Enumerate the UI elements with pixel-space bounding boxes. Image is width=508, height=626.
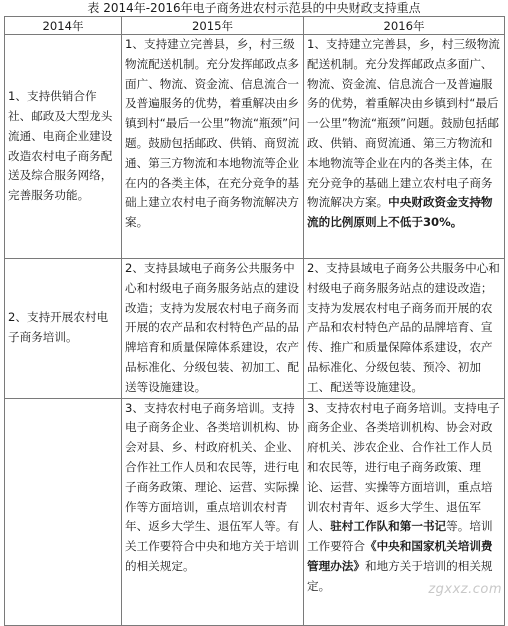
header-2015: 2015年 (122, 17, 304, 35)
cell-bold-text: 《中央和国家机关培训费管理办法》 (307, 539, 493, 573)
table-row (5, 35, 505, 259)
cell-text: 和地方关于培训的相关规定。 (307, 558, 493, 593)
cell-text: 等。培训工作要符合 (307, 519, 493, 554)
cell-2015-item2 (122, 259, 304, 399)
cell-text: 1、支持建立完善县，乡，村三级物流配送机制。充分发挥邮政点多面广、物流、资金流、信息流合一及普遍服务的优势，着重解决由乡镇到村“最后一公里”物流“瓶颈”问题。鼓励包括邮政、供销、商贸流通、第三方物流和本地物流等企业在内的各类主体，在充分竞争的基础上建立农村电子商务物流解决方案。 (307, 37, 500, 210)
cell-text: 2、支持开展农村电子商务培训。 (8, 310, 109, 345)
cell-2015-item3 (122, 398, 304, 625)
cell-text: 2、支持县域电子商务公共服务中心和村级电子商务服务站点的建设改造；支持为发展农村电子商务而开展的农产品和农村特色产品的品牌培育和质量保障体系建设，农产品标准化、分级包装、初加工、配送等设施建设。 (125, 261, 299, 394)
cell-2014-item1 (5, 35, 122, 259)
header-row (5, 17, 505, 35)
funding-table (4, 16, 505, 626)
cell-text: 3、支持农村电子商务培训。支持电子商务企业、各类培训机构、协会对政府机关、涉农企业、合作社工作人员和农民等，进行电子商务政策、理论、运营、实操等方面培训，重点培训农村青年、返乡大学生、退伍军人、 (307, 400, 500, 534)
cell-2015-item1 (122, 35, 304, 259)
cell-text: 1、支持供销合作社、邮政及大型龙头流通、电商企业建设改造农村电子商务配送及综合服务网络，完善服务功能。 (8, 89, 113, 203)
cell-2016-item2 (304, 259, 505, 399)
cell-text: 3、支持农村电子商务培训。支持电子商务企业、各类培训机构、协会对县、乡、村政府机关、企业、合作社工作人员和农民等，进行电子商务政策、理论、运营、实际操作等方面培训，重点培训农村青年、返乡大学生、退伍军人等。有关工作要符合中央和地方关于培训的相关规定。 (125, 400, 299, 573)
header-2014: 2014年 (5, 17, 122, 35)
cell-bold-text: 驻村工作队和第一书记 (330, 519, 447, 534)
table-row (5, 259, 505, 399)
table-title: 表 2014年-2016年电子商务进农村示范县的中央财政支持重点 (87, 1, 421, 15)
cell-2014-item2 (5, 259, 122, 399)
cell-2014-item3 (5, 398, 122, 625)
cell-text: 1、支持建立完善县，乡，村三级物流配送机制。充分发挥邮政点多面广、物流、资金流、信息流合一及普遍服务的优势，着重解决由乡镇到村“最后一公里”物流“瓶颈”问题。鼓励包括邮政、供销、商贸流通、第三方物流和本地物流等企业在内的各类主体，在充分竞争的基础上建立农村电子商务物流解决方案。 (125, 37, 300, 230)
cell-text: 2、支持县域电子商务公共服务中心和村级电子商务服务站点的建设改造；支持为发展农村电子商务而开展的农产品和农村特色产品的品牌培育、宣传、推广和质量保障体系建设，农产品标准化、分级包装、预冷、初加工、配送等设施建设。 (307, 261, 500, 394)
cell-bold-text: 中央财政资金支持物流的比例原则上不低于30%。 (307, 195, 493, 230)
header-2016: 2016年 (304, 17, 505, 35)
cell-2016-item1 (304, 35, 505, 259)
watermark: zgxxz.com (428, 582, 502, 597)
